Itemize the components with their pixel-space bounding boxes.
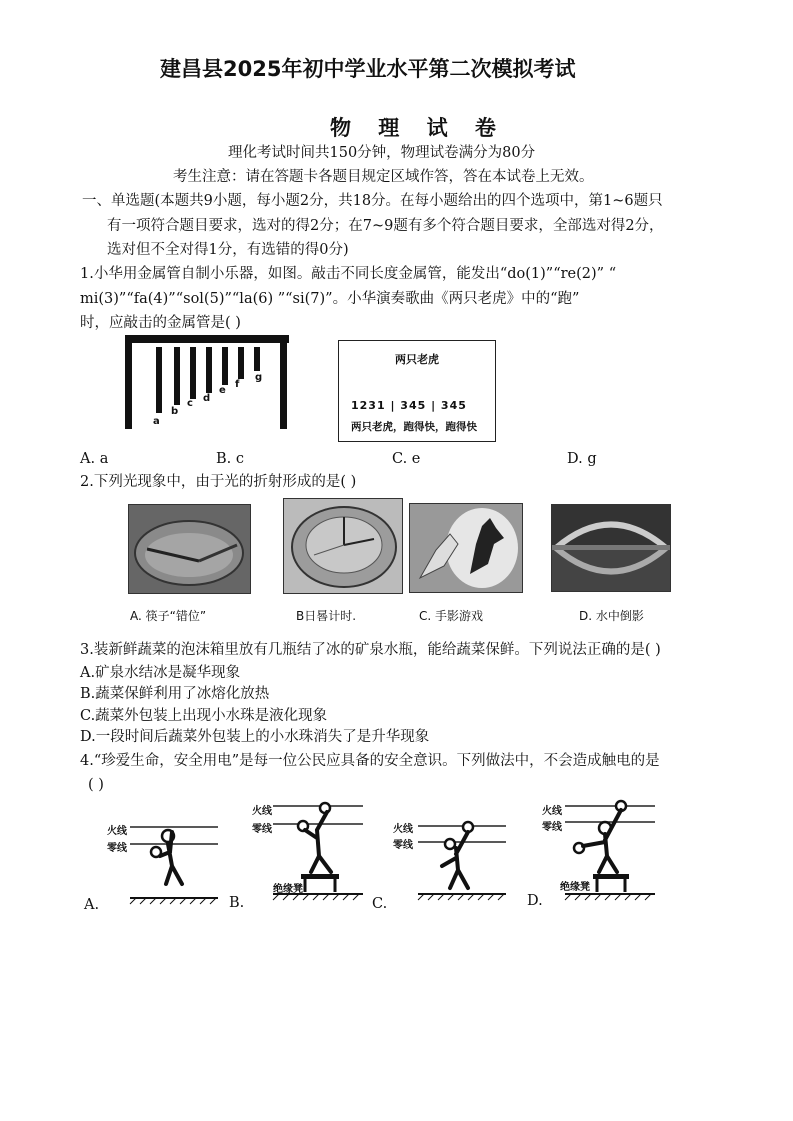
section-heading: 一、单选题(本题共9小题，每小题2分，共18分。在每小题给出的四个选项中，第1~6题只 [82, 193, 663, 209]
score-notes: 1231 | 345 | 345 [351, 399, 467, 412]
q2-stem: 2.下列光现象中，由于光的折射形成的是( ) [80, 474, 357, 490]
q4-b-live-wire-label: 火线 [252, 806, 272, 817]
photo-reflection-in-water [551, 504, 671, 592]
q4-figure-c [418, 812, 508, 908]
q4-d-neutral-wire-label: 零线 [542, 822, 562, 833]
q4-stem-line2: ( ) [88, 777, 104, 793]
q4-c-live-wire-label: 火线 [393, 824, 413, 835]
pipe-label-f: f [235, 379, 240, 390]
q4-figure-a [130, 818, 220, 908]
q2-caption-c: C. 手影游戏 [419, 609, 484, 623]
q4-a-neutral-wire-label: 零线 [107, 843, 127, 854]
time-note: 理化考试时间共150分钟，物理试卷满分为80分 [228, 145, 536, 161]
q4-d-stool-label: 绝缘凳 [560, 882, 590, 893]
exam-title: 建昌县2025年初中学业水平第二次模拟考试 [160, 57, 576, 81]
q1-option-b: B. c [216, 451, 244, 467]
q3-option-a: A.矿泉水结冰是凝华现象 [80, 665, 241, 681]
q4-option-d: D. [527, 893, 543, 909]
q1-stem-line1: 1.小华用金属管自制小乐器，如图。敲击不同长度金属管，能发出“do(1)”“re(2)” “ [80, 266, 617, 282]
q4-c-neutral-wire-label: 零线 [393, 840, 413, 851]
q3-option-b: B.蔬菜保鲜利用了冰熔化放热 [80, 686, 270, 702]
score-title: 两只老虎 [395, 353, 439, 366]
q2-caption-a: A. 筷子“错位” [130, 609, 207, 623]
q3-option-c: C.蔬菜外包装上出现小水珠是液化现象 [80, 708, 328, 724]
photo-hand-shadow [409, 503, 523, 593]
q3-option-d: D.一段时间后蔬菜外包装上的小水珠消失了是升华现象 [80, 729, 430, 745]
photo-sundial [283, 498, 403, 594]
q4-option-a: A. [84, 897, 100, 913]
q3-stem: 3.装新鲜蔬菜的泡沫箱里放有几瓶结了冰的矿泉水瓶，能给蔬菜保鲜。下列说法正确的是( ) [80, 642, 661, 658]
q1-option-a: A. a [80, 451, 109, 467]
q4-a-live-wire-label: 火线 [107, 826, 127, 837]
pipe-label-e: e [219, 385, 226, 396]
q1-option-d: D. g [567, 451, 597, 467]
pipe-label-g: g [255, 372, 263, 383]
q4-stem-line1: 4.“珍爱生命，安全用电”是每一位公民应具备的安全意识。下列做法中，不会造成触电的是 [80, 753, 660, 769]
q4-option-c: C. [372, 896, 388, 912]
q4-figure-d [565, 798, 659, 910]
q4-option-b: B. [229, 895, 245, 911]
q2-caption-d: D. 水中倒影 [579, 609, 644, 623]
q2-caption-b: B日晷计时. [296, 609, 357, 623]
q1-option-c: C. e [392, 451, 421, 467]
section-rule-line3: 选对但不全对得1分，有选错的得0分) [107, 242, 349, 258]
q1-stem-line2: mi(3)”“fa(4)”“sol(5)”“la(6) ”“si(7)”。小华演奏歌曲《两只老虎》中的“跑” [80, 291, 580, 307]
q1-stem-line3: 时，应敲击的金属管是( ) [80, 315, 241, 331]
pipe-label-b: b [171, 406, 179, 417]
q4-b-stool-label: 绝缘凳 [273, 884, 303, 895]
music-score-box [338, 340, 496, 442]
q4-b-neutral-wire-label: 零线 [252, 824, 272, 835]
pipe-label-c: c [187, 398, 193, 409]
paper-subtitle: 物 理 试 卷 [330, 116, 506, 140]
exam-notice: 考生注意：请在答题卡各题目规定区域作答，答在本试卷上无效。 [173, 169, 594, 185]
pipe-instrument-figure [122, 333, 292, 433]
pipe-label-a: a [153, 416, 160, 427]
score-lyrics: 两只老虎，跑得快，跑得快 [351, 421, 477, 433]
photo-chopsticks-in-water [128, 504, 251, 594]
q4-d-live-wire-label: 火线 [542, 806, 562, 817]
section-rule-line2: 有一项符合题目要求，选对的得2分；在7~9题有多个符合题目要求，全部选对得2分， [107, 218, 664, 234]
pipe-label-d: d [203, 393, 211, 404]
